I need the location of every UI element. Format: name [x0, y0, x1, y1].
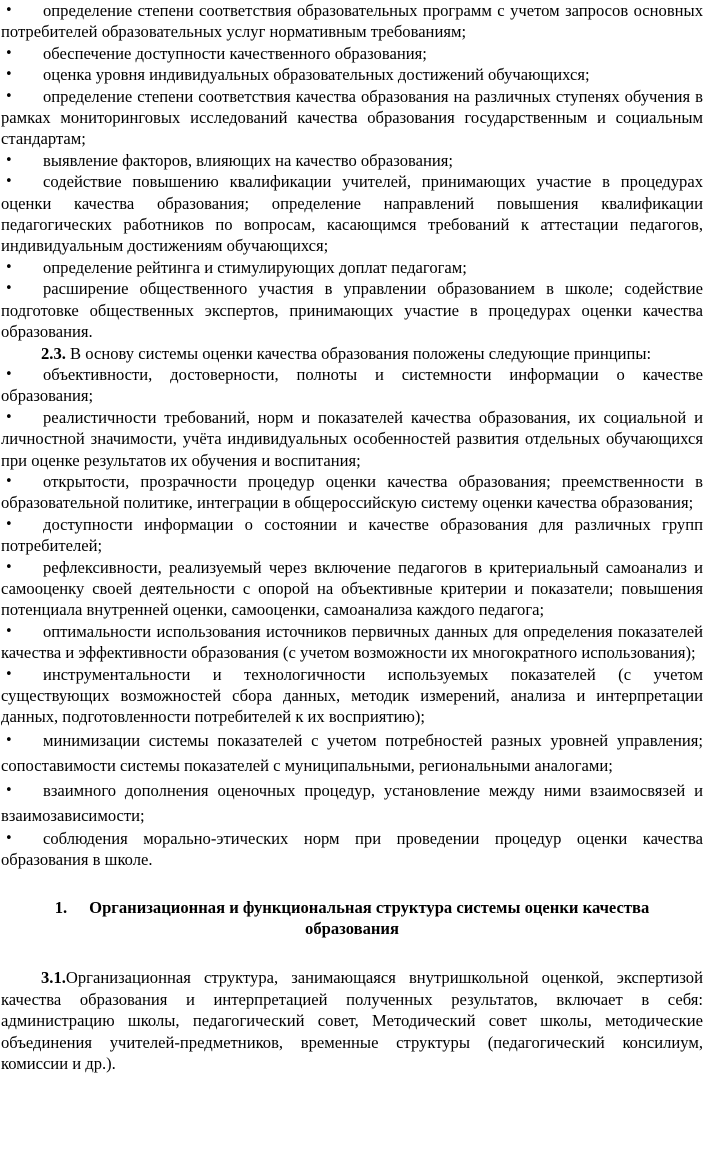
- list-item: • инструментальности и технологичности используемых показателей (с учетом существующих возможностей сбора данных, методик измерений, анализа и интерпретации данных, подготовленности потребителей к их восприятию);: [1, 664, 703, 728]
- list-item: • расширение общественного участия в управлении образованием в школе; содействие подготовке общественных экспертов, принимающих участие в процедурах оценки качества образования.: [1, 278, 703, 342]
- section-text: В основу системы оценки качества образования положены следующие принципы:: [65, 343, 652, 363]
- list-item: • обеспечение доступности качественного образования;: [1, 43, 703, 64]
- list-item: • доступности информации о состоянии и качестве образования для различных групп потребителей;: [1, 514, 703, 557]
- list-item: • взаимного дополнения оценочных процедур, установление между ними взаимосвязей и взаимозависимости;: [1, 778, 703, 828]
- list-item: • соблюдения морально-этических норм при проведении процедур оценки качества образования в школе.: [1, 828, 703, 871]
- list-item: • выявление факторов, влияющих на качество образования;: [1, 150, 703, 171]
- principles-list: [1, 364, 703, 871]
- list-item: • открытости, прозрачности процедур оценки качества образования; преемственности в образовательной политике, интеграции в общероссийскую систему оценки качества образования;: [1, 471, 703, 514]
- section-number: 3.1.: [41, 968, 66, 988]
- section-heading: [1, 897, 703, 940]
- section-3-1-paragraph: [1, 967, 703, 1074]
- list-item: • оценка уровня индивидуальных образовательных достижений обучающихся;: [1, 64, 703, 85]
- heading-text: Организационная и функциональная структура системы оценки качества образования: [89, 897, 650, 939]
- list-item: • рефлексивности, реализуемый через включение педагогов в критериальный самоанализ и самооценку своей деятельности с опорой на объективные критерии и показатели; повышения потенциала внутренней оценки, самооценки, самоанализа каждого педагога;: [1, 557, 703, 621]
- list-item: • объективности, достоверности, полноты и системности информации о качестве образования;: [1, 364, 703, 407]
- objectives-list: [1, 0, 703, 343]
- list-item: • определение степени соответствия качества образования на различных ступенях обучения в рамках мониторинговых исследований качества образования государственным и социальным стандартам;: [1, 86, 703, 150]
- list-item: • определение степени соответствия образовательных программ с учетом запросов основных потребителей образовательных услуг нормативным требованиям;: [1, 0, 703, 43]
- list-item: • определение рейтинга и стимулирующих доплат педагогам;: [1, 257, 703, 278]
- section-text: Организационная структура, занимающаяся внутришкольной оценкой, экспертизой качества образования и интерпретацией полученных результатов, включает в себя: администрацию школы, педагогический совет, Методический совет школы, методические объединения учителей-предметников, временные структуры (педагогический консилиум, комиссии и др.).: [1, 968, 703, 1074]
- list-item: • реалистичности требований, норм и показателей качества образования, их социальной и личностной значимости, учёта индивидуальных особенностей развития отдельных обучающихся при оценке результатов их обучения и воспитания;: [1, 407, 703, 471]
- section-number: 2.3.: [41, 343, 66, 363]
- list-item: • оптимальности использования источников первичных данных для определения показателей качества и эффективности образования (с учетом возможности их многократного использования);: [1, 621, 703, 664]
- section-2-3-paragraph: [1, 343, 703, 364]
- list-item: • минимизации системы показателей с учетом потребностей разных уровней управления; сопоставимости системы показателей с муниципальными, региональными аналогами;: [1, 728, 703, 778]
- heading-number: 1.: [54, 897, 68, 917]
- list-item: • содействие повышению квалификации учителей, принимающих участие в процедурах оценки качества образования; определение направлений повышения квалификации педагогических работников по вопросам, касающимся требований к аттестации педагогов, индивидуальным достижениям обучающихся;: [1, 171, 703, 257]
